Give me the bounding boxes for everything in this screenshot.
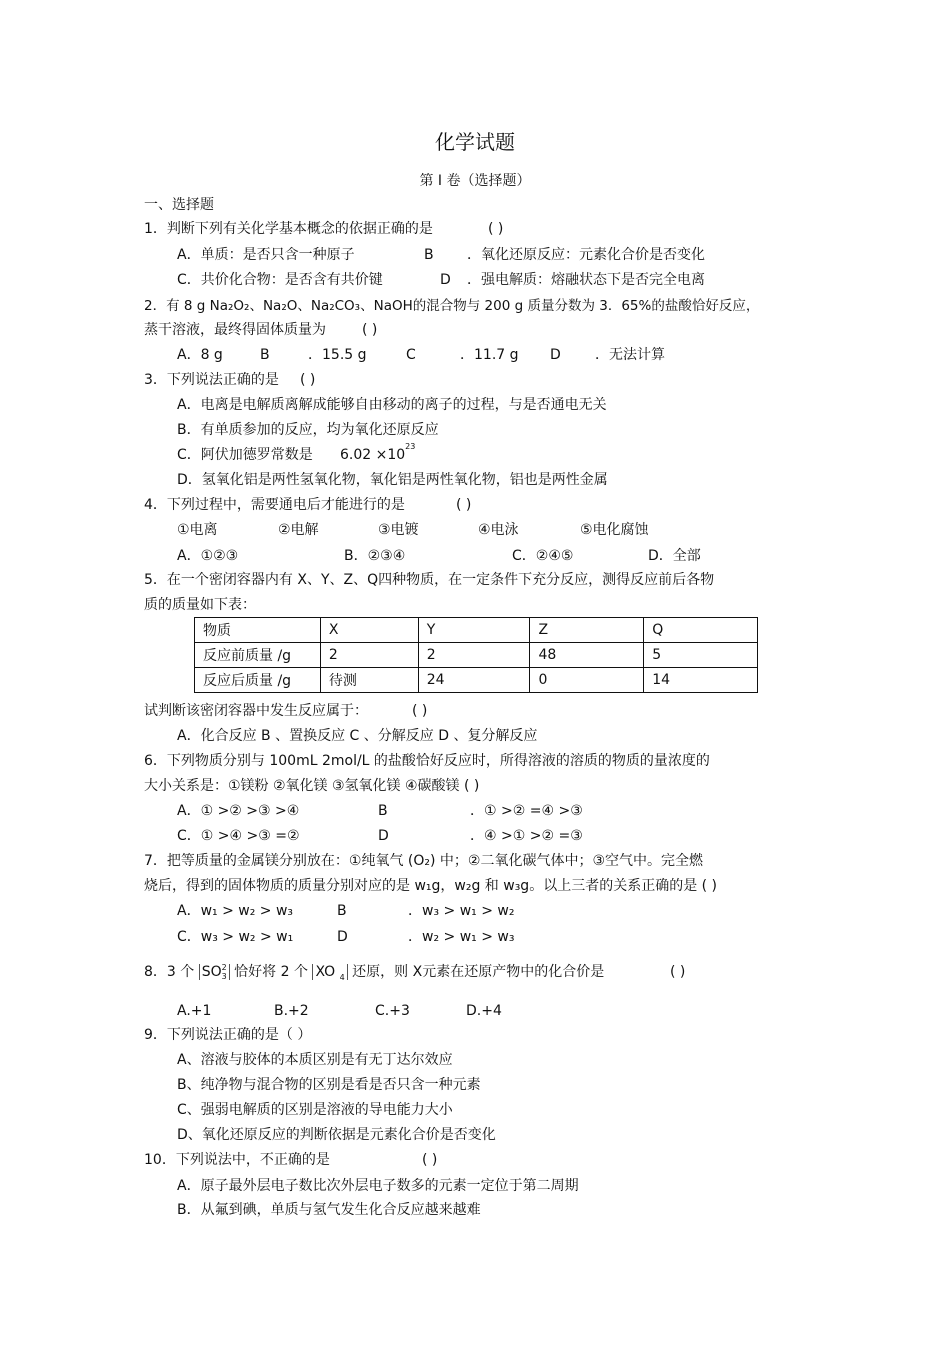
q6-line2: 大小关系是：①镁粉 ②氧化镁 ③氢氧化镁 ④碳酸镁 ( ) [144,778,480,794]
q2-line1: 2．有 8 g Na₂O₂、Na₂O、Na₂CO₃、NaOH的混合物与 200 g 质量分数为 3．65%的盐酸恰好反应， [144,298,760,314]
q6-option-d-text: ．④ >① >② =③ [470,828,583,844]
q2-line2: 蒸干溶液，最终得固体质量为 [144,322,326,338]
table-cell: 14 [644,668,758,693]
q3-option-c: C．阿伏加德罗常数是 [177,447,313,463]
q8-ion2-subscript: 4 [339,972,345,982]
q7-option-c: C．w₃ > w₂ > w₁ [177,929,294,945]
q8-option-b: B.+2 [274,1003,309,1019]
q9-option-b: B、纯净物与混合物的区别是看是否只含一种元素 [177,1077,481,1093]
q2-option-b-label: B [260,347,270,363]
q4-option-d: D．全部 [648,548,701,564]
q1-option-d-label: D [440,272,451,288]
q2-paren: ( ) [362,322,378,338]
q3-option-a: A．电离是电解质离解成能够自由移动的离子的过程，与是否通电无关 [177,397,607,413]
q8-text-2: 恰好将 2 个 [234,964,308,980]
q2-option-b-text: ．15.5 g [308,347,367,363]
table-row [195,643,758,668]
q4-item-4: ④电泳 [478,522,519,538]
table-cell: 48 [530,643,644,668]
q10-paren: ( ) [422,1152,438,1168]
q8-text-3: 还原，则 X元素在还原产物中的化合价是 [352,964,605,980]
q6-option-b-text: ．① >② =④ >③ [470,803,583,819]
q7-option-d-text: ．w₂ > w₁ > w₃ [408,929,515,945]
q1-option-b-text: ．氧化还原反应：元素化合价是否变化 [467,247,705,263]
q5-line1: 5．在一个密闭容器内有 X、Y、Z、Q四种物质，在一定条件下充分反应，测得反应前后各物 [144,572,715,588]
q6-option-c: C．① >④ >③ =② [177,828,300,844]
q6-option-a: A．① >② >③ >④ [177,803,300,819]
q2-option-d-label: D [550,347,561,363]
q4-option-b: B．②③④ [344,548,406,564]
table-cell: 待测 [320,668,418,693]
table-header-row [195,618,758,643]
page-title: 化学试题 [435,130,515,154]
q7-line1: 7．把等质量的金属镁分别放在：①纯氧气 (O₂) 中；②二氧化碳气体中；③空气中。完全燃 [144,853,704,869]
q4-paren: ( ) [456,497,472,513]
q8-paren: ( ) [670,964,686,980]
table-cell: 5 [644,643,758,668]
table-cell: 0 [530,668,644,693]
q1-stem: 1．判断下列有关化学基本概念的依据正确的是 [144,221,433,237]
q2-option-d-text: ．无法计算 [595,347,665,363]
q2-option-a: A．8 g [177,347,223,363]
q4-item-5: ⑤电化腐蚀 [580,522,649,538]
q5-paren: ( ) [412,703,428,719]
table-cell: 反应后质量 /g [195,668,321,693]
q4-option-c: C．②④⑤ [512,548,574,564]
q10-option-a: A．原子最外层电子数比次外层电子数多的元素一定位于第二周期 [177,1178,579,1194]
q8-ion1-charge: 2 [221,963,227,972]
q4-item-2: ②电解 [278,522,319,538]
q5-question: 试判断该密闭容器中发生反应属于： [144,703,368,719]
table-header-cell: Z [530,618,644,643]
table-header-cell: Y [418,618,530,643]
table-header-cell: Q [644,618,758,643]
q6-option-d-label: D [378,828,389,844]
q8-option-d: D.+4 [466,1003,502,1019]
q4-item-1: ①电离 [177,522,218,538]
q4-option-a: A．①②③ [177,548,239,564]
q1-option-b-label: B [424,247,434,263]
q1-option-c: C．共价化合物：是否含有共价键 [177,272,383,288]
q8-ion2-formula: XO [315,964,336,980]
q7-option-b-label: B [337,903,347,919]
q8-option-a: A.+1 [177,1003,212,1019]
q3-c-value-text: 6.02 ×10 [340,447,406,463]
q1-paren: ( ) [488,221,504,237]
q4-item-3: ③电镀 [378,522,419,538]
q4-stem: 4．下列过程中，需要通电后才能进行的是 [144,497,405,513]
table-cell: 24 [418,668,530,693]
table-header-cell: 物质 [195,618,321,643]
table-cell: 2 [418,643,530,668]
q7-option-a: A．w₁ > w₂ > w₃ [177,903,294,919]
q8-ion-xo4 [312,964,347,980]
q8-text-1: 8．3 个 [144,964,195,980]
table-row [195,668,758,693]
q3-option-d: D．氢氧化铝是两性氢氧化物，氧化铝是两性氧化物，铝也是两性金属 [177,472,608,488]
q9-option-a: A、溶液与胶体的本质区别是有无丁达尔效应 [177,1052,453,1068]
page-subtitle: 第 Ⅰ 卷（选择题） [419,173,531,189]
q7-option-d-label: D [337,929,348,945]
table-header-cell: X [320,618,418,643]
q3-paren: ( ) [300,372,316,388]
section-heading: 一、选择题 [144,197,214,213]
q7-option-b-text: ．w₃ > w₁ > w₂ [408,903,515,919]
q3-stem: 3．下列说法正确的是 [144,372,279,388]
q9-option-c: C、强弱电解质的区别是溶液的导电能力大小 [177,1102,453,1118]
q6-line1: 6．下列物质分别与 100mL 2mol/L 的盐酸恰好反应时，所得溶液的溶质的物质的量浓度的 [144,753,710,769]
q2-option-c-label: C [406,347,416,363]
q10-option-b: B．从氟到碘，单质与氢气发生化合反应越来越难 [177,1202,481,1218]
q5-line2: 质的质量如下表： [144,597,256,613]
q3-option-c-value [340,442,416,464]
q5-options: A．化合反应 B 、置换反应 C 、分解反应 D 、复分解反应 [177,728,538,744]
q8-option-c: C.+3 [375,1003,410,1019]
table-cell: 反应前质量 /g [195,643,321,668]
q9-stem: 9．下列说法正确的是（ ） [144,1027,312,1043]
q7-line2: 烧后，得到的固体物质的质量分别对应的是 w₁g，w₂g 和 w₃g。以上三者的关系正确的是 ( ) [144,878,718,894]
q2-option-c-text: ．11.7 g [460,347,519,363]
q8-ion1-formula: SO [201,964,222,980]
q1-option-d-text: ．强电解质：熔融状态下是否完全电离 [467,272,705,288]
q5-mass-table [194,617,758,693]
q6-option-b-label: B [378,803,388,819]
q8-ion-sulfite [199,964,230,980]
q8-ion1-stack [222,963,227,981]
q10-stem: 10．下列说法中，不正确的是 [144,1152,330,1168]
table-cell: 2 [320,643,418,668]
q8-ion1-subscript: 3 [221,972,227,981]
q3-c-exponent: 23 [405,442,416,452]
q8-stem [144,963,604,981]
q9-option-d: D、氧化还原反应的判断依据是元素化合价是否变化 [177,1127,496,1143]
q3-option-b: B．有单质参加的反应，均为氧化还原反应 [177,422,439,438]
q1-option-a: A．单质：是否只含一种原子 [177,247,355,263]
